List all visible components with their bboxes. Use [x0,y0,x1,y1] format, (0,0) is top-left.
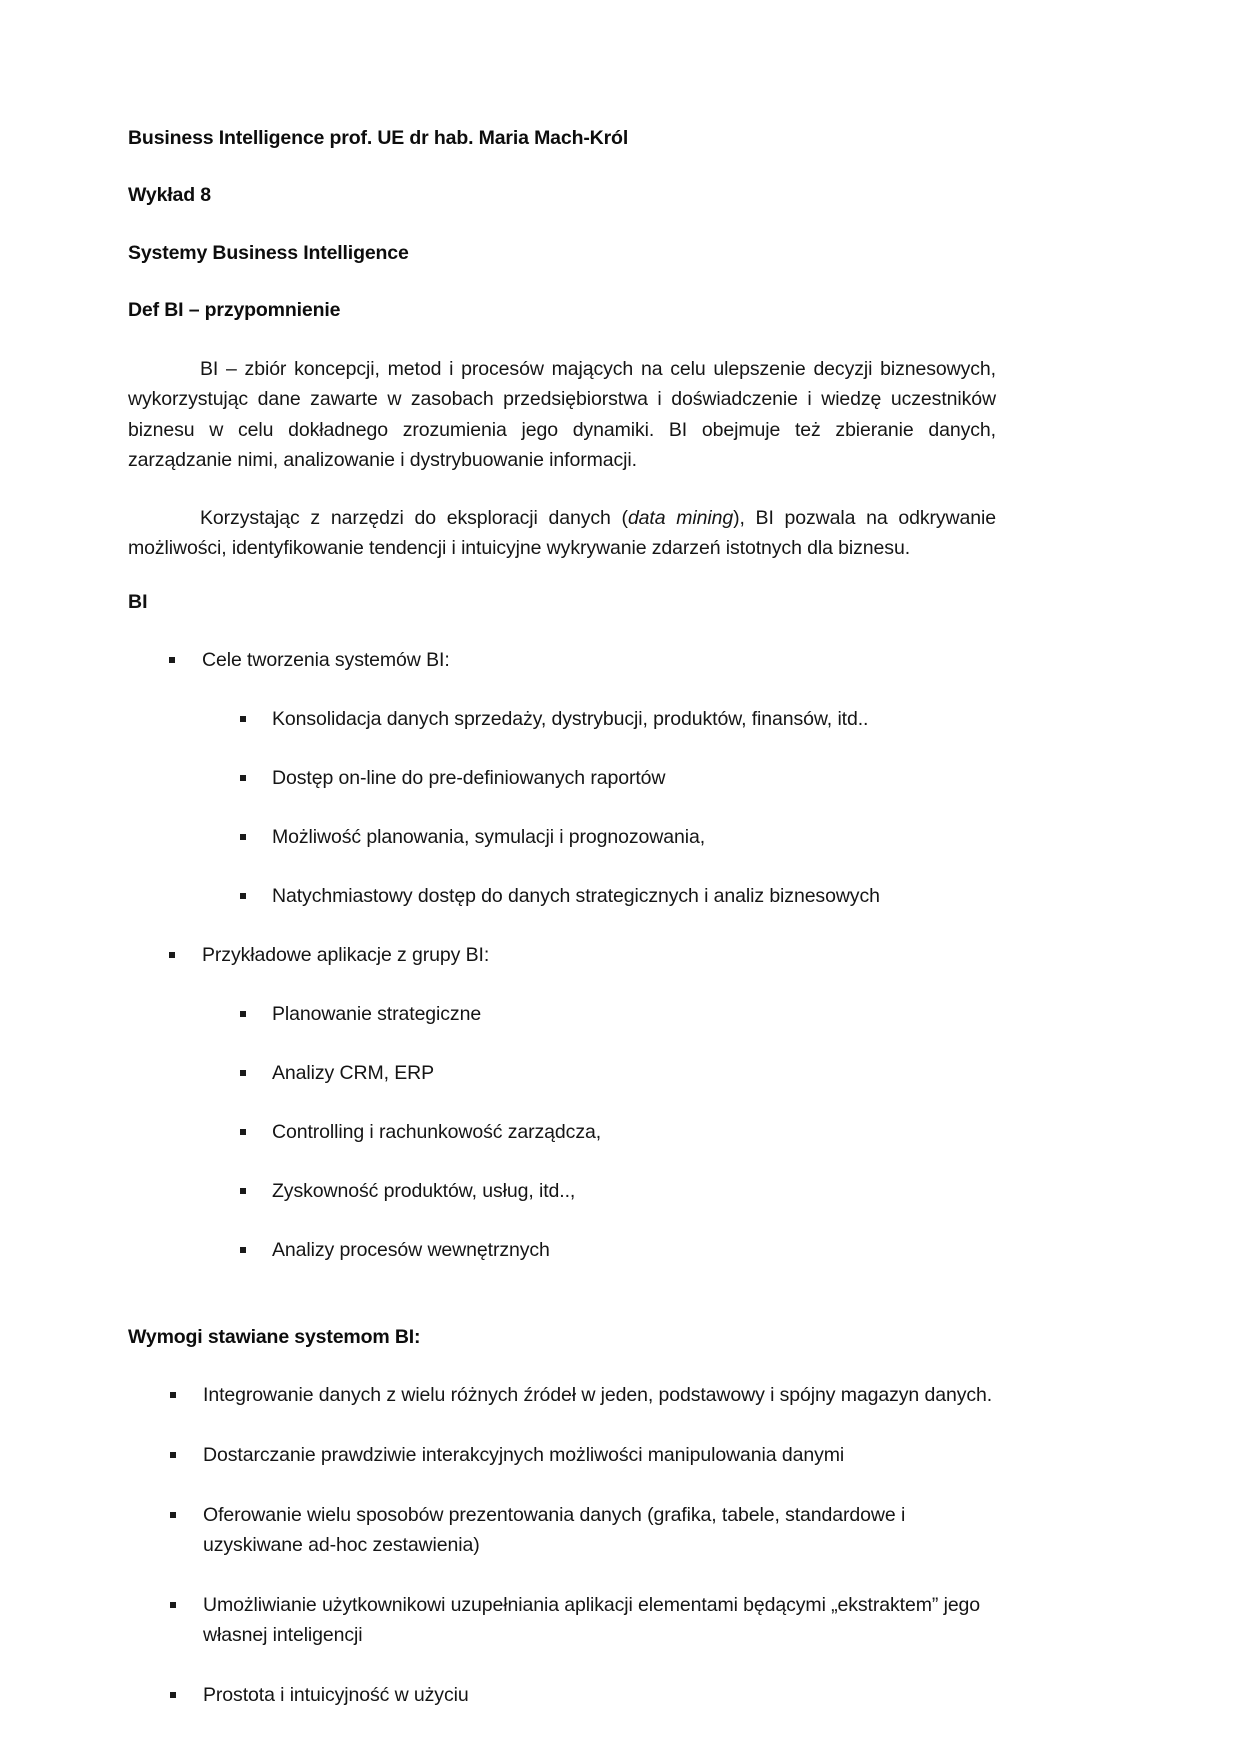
list-item-label: Możliwość planowania, symulacji i prognozowania, [272,825,706,848]
list-item [202,1058,996,1088]
data-mining-paragraph [128,503,996,564]
list-item-label: Dostęp on-line do pre-definiowanych raportów [272,766,666,789]
list-item [202,1235,996,1265]
list-item [128,1680,996,1710]
square-bullet-icon [240,775,246,781]
list-item-label: Controlling i rachunkowość zarządcza, [272,1120,602,1143]
square-bullet-icon [240,1011,246,1017]
paragraph-text-before: Korzystając z narzędzi do eksploracji danych ( [200,506,628,529]
list-item [202,999,996,1029]
topic-heading: Systemy Business Intelligence [128,241,409,264]
paragraph-text-after: ), BI pozwala na odkrywanie możliwości, identyfikowanie tendencji i intuicyjne wykrywanie zdarzeń istotnych dla biznesu. [128,506,996,559]
square-bullet-icon [240,1129,246,1135]
square-bullet-icon [170,1602,176,1608]
list-item-label: Dostarczanie prawdziwie interakcyjnych możliwości manipulowania danymi [203,1444,845,1467]
list-item [202,1176,996,1206]
requirements-heading: Wymogi stawiane systemom BI: [128,1325,421,1348]
list-item-applications [128,940,996,1265]
list-item-label: Integrowanie danych z wielu różnych źródeł w jeden, podstawowy i spójny magazyn danych. [203,1384,993,1407]
bi-outline-list [128,645,996,1265]
lecture-number: Wykład 8 [128,184,211,207]
list-item [202,1117,996,1147]
list-item-label: Planowanie strategiczne [272,1002,482,1025]
definition-paragraph: BI – zbiór koncepcji, metod i procesów mających na celu ulepszenie decyzji biznesowych, wykorzystując dane zawarte w zasobach przedsiębiorstwa i doświadczenie i wiedzę uczestników biznesu w celu dokładnego zrozumienia jego dynamiki. BI obejmuje też zbieranie danych, zarządzanie nimi, analizowanie i dystrybuowanie informacji. [128,357,996,471]
list-item-label: Zyskowność produktów, usług, itd.., [272,1179,576,1202]
list-item-label: Prostota i intuicyjność w użyciu [203,1684,469,1707]
list-item [202,704,996,734]
list-item [128,1500,996,1560]
square-bullet-icon [240,1070,246,1076]
apps-heading-text: Przykładowe aplikacje z grupy BI: [202,943,490,966]
list-item-goals [128,645,996,911]
square-bullet-icon [170,1512,176,1518]
square-bullet-icon [169,657,175,663]
list-item-label: Natychmiastowy dostęp do danych strategicznych i analiz biznesowych [272,884,880,907]
square-bullet-icon [240,893,246,899]
requirements-list [128,1380,996,1710]
data-mining-term: data mining [627,506,734,529]
bi-section-label: BI [128,590,148,613]
square-bullet-icon [240,1247,246,1253]
square-bullet-icon [240,834,246,840]
list-item [202,763,996,793]
goals-sublist [202,704,996,911]
square-bullet-icon [170,1392,176,1398]
goals-heading-text: Cele tworzenia systemów BI: [202,648,450,671]
list-item [202,881,996,911]
square-bullet-icon [170,1692,176,1698]
square-bullet-icon [169,952,175,958]
applications-sublist [202,999,996,1265]
document-body [128,126,996,1710]
course-title: Business Intelligence prof. UE dr hab. Maria Mach-Król [128,127,629,149]
section-spacer [128,1294,996,1325]
list-item-label: Konsolidacja danych sprzedaży, dystrybucji, produktów, finansów, itd.. [272,707,869,730]
list-item [128,1440,996,1470]
list-item-label: Analizy CRM, ERP [272,1061,435,1084]
definition-heading: Def BI – przypomnienie [128,299,341,322]
list-item-label: Umożliwianie użytkownikowi uzupełniania aplikacji elementami będącymi „ekstraktem” jego własnej inteligencji [203,1594,981,1647]
square-bullet-icon [240,716,246,722]
square-bullet-icon [170,1452,176,1458]
list-item [128,1380,996,1410]
list-item-label: Oferowanie wielu sposobów prezentowania danych (grafika, tabele, standardowe i uzyskiwane ad-hoc zestawienia) [203,1504,906,1557]
list-item [128,1590,996,1650]
square-bullet-icon [240,1188,246,1194]
list-item-label: Analizy procesów wewnętrznych [272,1238,550,1261]
list-item [202,822,996,852]
